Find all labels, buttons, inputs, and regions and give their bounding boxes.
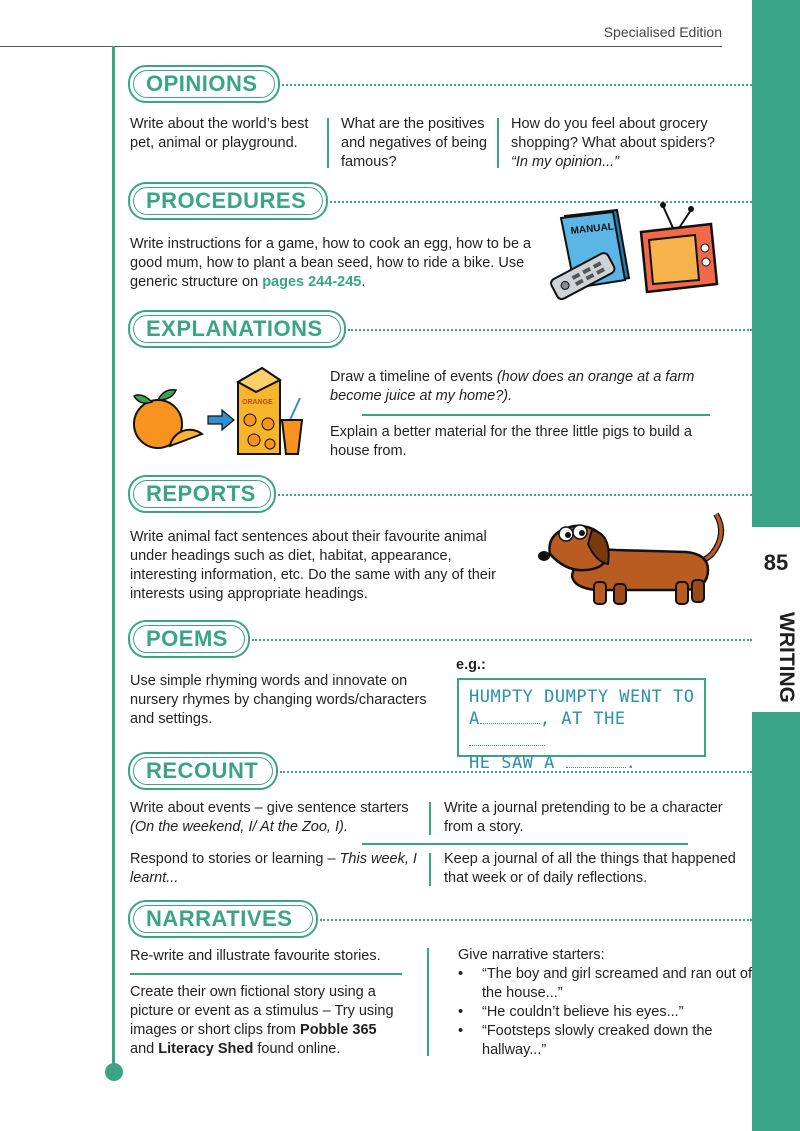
spine-end-dot bbox=[105, 1063, 123, 1081]
recount-r2c1-italic: This week, I learnt... bbox=[130, 851, 417, 886]
reports-text: Write animal fact sentences about their favourite animal under headings such as diet, habitat, appearance, interesting information, etc. Do the same with any of their interests using appropriate headings. bbox=[130, 529, 496, 602]
poem-line-1: HUMPTY DUMPTY WENT TO bbox=[469, 687, 695, 707]
opinions-col2: What are the positives and negatives of being famous? bbox=[341, 116, 487, 170]
narratives-left1: Re-write and illustrate favourite stories. bbox=[130, 948, 381, 964]
explanations-item2: Explain a better material for the three little pigs to build a house from. bbox=[330, 424, 692, 459]
recount-r2c2: Keep a journal of all the things that happened that week or of daily reflections. bbox=[444, 851, 736, 886]
opinions-sep1 bbox=[327, 118, 329, 168]
explanations-item1 bbox=[330, 368, 730, 406]
dachshund-illustration bbox=[536, 510, 736, 610]
poems-eg-label: e.g.: bbox=[456, 657, 486, 673]
side-band-top bbox=[752, 0, 800, 527]
narrative-starter: • “Footsteps slowly creaked down the hallway...” bbox=[456, 1022, 756, 1060]
narratives-vsep bbox=[427, 948, 429, 1056]
side-band-bottom bbox=[752, 712, 800, 1131]
narratives-literacy-shed: Literacy Shed bbox=[158, 1041, 254, 1057]
tv-icon bbox=[641, 202, 717, 292]
poems-heading: POEMS bbox=[128, 620, 250, 658]
procedures-end: . bbox=[361, 274, 366, 290]
narratives-hsep bbox=[130, 973, 402, 975]
header-rule bbox=[0, 46, 722, 47]
narratives-left2 bbox=[130, 983, 402, 1059]
narratives-and: and bbox=[130, 1041, 155, 1057]
procedures-body: Write instructions for a game, how to cook an egg, how to be a good mum, how to plant a bean seed, how to ride a bike. Use generic structure on bbox=[130, 236, 532, 290]
orange-juice-illustration bbox=[130, 362, 310, 458]
opinions-heading: OPINIONS bbox=[128, 65, 280, 103]
recount-hsep bbox=[362, 843, 688, 845]
section-label-text: WRITING bbox=[775, 612, 798, 703]
juice-carton-icon bbox=[238, 368, 280, 454]
poem-line-3a: HE SAW A bbox=[469, 753, 555, 773]
explanations-dots bbox=[348, 329, 752, 331]
poem-line-2 bbox=[469, 708, 704, 752]
poems-text: Use simple rhyming words and innovate on nursery rhymes by changing words/characters and settings. bbox=[130, 673, 427, 727]
poems-dots bbox=[252, 639, 752, 641]
spine-line bbox=[112, 46, 115, 1066]
page-number: 85 bbox=[763, 550, 789, 575]
narratives-left2-text: Create their own fictional story using a picture or event as a stimulus – Try using images or short clips from bbox=[130, 984, 394, 1038]
opinions-sep2 bbox=[497, 118, 499, 168]
recount-r1c1 bbox=[130, 799, 426, 837]
procedures-heading: PROCEDURES bbox=[128, 182, 328, 220]
recount-r1c1-text: Write about events – give sentence starters bbox=[130, 800, 409, 816]
opinions-col3-quote: “In my opinion...” bbox=[511, 154, 619, 170]
explanations-heading: EXPLANATIONS bbox=[128, 310, 346, 348]
narratives-dots bbox=[320, 919, 752, 921]
carton-label: ORANGE bbox=[242, 399, 273, 406]
narratives-left2-end: found online. bbox=[257, 1041, 341, 1057]
explanations-item1-italic: (how does an orange at a farm become juice at my home?). bbox=[330, 369, 695, 404]
opinions-col3-text: How do you feel about grocery shopping? What about spiders? bbox=[511, 116, 715, 151]
narratives-heading: NARRATIVES bbox=[128, 900, 318, 938]
poem-blank-1 bbox=[480, 710, 540, 724]
opinions-dots bbox=[282, 84, 752, 86]
procedures-page-link[interactable]: pages 244-245 bbox=[262, 274, 362, 290]
opinions-col1: Write about the world’s best pet, animal or playground. bbox=[130, 116, 309, 151]
recount-r1c2: Write a journal pretending to be a character from a story. bbox=[444, 800, 723, 835]
narrative-starter: • “He couldn’t believe his eyes...” bbox=[456, 1003, 756, 1022]
recount-heading: RECOUNT bbox=[128, 752, 278, 790]
recount-r2c1 bbox=[130, 850, 426, 888]
opinions-col3 bbox=[511, 115, 743, 172]
poem-line-2a: A bbox=[469, 709, 480, 729]
edition-label: Specialised Edition bbox=[603, 24, 722, 40]
narratives-pobble: Pobble 365 bbox=[300, 1022, 377, 1038]
manual-tv-illustration bbox=[545, 198, 720, 300]
narratives-right-intro: Give narrative starters: bbox=[458, 947, 605, 963]
arrow-icon bbox=[208, 410, 234, 430]
reports-heading: REPORTS bbox=[128, 475, 276, 513]
recount-r2c1-text: Respond to stories or learning – bbox=[130, 851, 336, 867]
poem-line-3b: . bbox=[625, 753, 637, 773]
procedures-text bbox=[130, 235, 535, 292]
poem-blank-3 bbox=[566, 754, 626, 768]
orange-icon bbox=[134, 390, 202, 448]
recount-vsep-2 bbox=[429, 853, 431, 886]
recount-vsep-1 bbox=[429, 802, 431, 835]
manual-label: MANUAL bbox=[570, 221, 615, 237]
juice-glass-icon bbox=[282, 398, 302, 454]
poem-example-box bbox=[457, 678, 706, 773]
recount-r1c1-italic: (On the weekend, I/ At the Zoo, I). bbox=[130, 819, 348, 835]
reports-dots bbox=[278, 494, 752, 496]
recount-dots bbox=[280, 771, 752, 773]
explanations-sep bbox=[362, 414, 710, 416]
poem-blank-2 bbox=[469, 732, 545, 746]
poem-line-2b: , AT THE bbox=[539, 709, 626, 729]
section-label bbox=[762, 612, 798, 703]
explanations-item1-text: Draw a timeline of events bbox=[330, 369, 493, 385]
narrative-starter: • “The boy and girl screamed and ran out of the house...” bbox=[456, 965, 756, 1003]
